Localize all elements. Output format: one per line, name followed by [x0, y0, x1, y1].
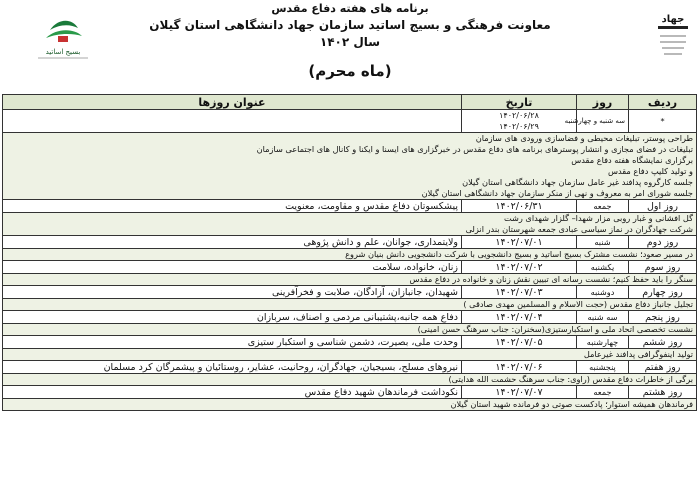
program-table — [2, 94, 697, 411]
cell-radif: * — [629, 110, 697, 133]
cell-ruz: دوشنبه — [577, 286, 629, 299]
cell-tarikh: ۱۴۰۲/۰۷/۰۲ — [462, 261, 577, 274]
cell-tarikh: ۱۴۰۲/۰۷/۰۴ — [462, 311, 577, 324]
desc-line: گل افشانی و غبار روبی مزار شهدا– گلزار شهدای رشت — [503, 213, 693, 223]
desc-cell — [3, 274, 697, 286]
desc-cell — [3, 399, 697, 411]
cell-ruz: سه شنبه — [577, 311, 629, 324]
cell-radif: روز چهارم — [629, 286, 697, 299]
jahad-logo — [652, 6, 694, 66]
desc-cell — [3, 349, 697, 361]
header-ruz: روز — [577, 95, 629, 110]
cell-onvan: نیروهای مسلح، بسیجیان، جهادگران، روحانیت، عشایر، روستائیان و پیشمرگان کرد مسلمان — [3, 361, 462, 374]
cell-onvan: ولایتمداری، جوانان، علم و دانش پژوهی — [3, 236, 462, 249]
desc-cell — [3, 374, 697, 386]
cell-onvan: زنان، خانواده، سلامت — [3, 261, 462, 274]
desc-line: طراحی پوستر، تبلیغات محیطی و فضاسازی ورودی های سازمان — [475, 133, 693, 143]
cell-onvan — [3, 110, 462, 133]
cell-onvan: پیشکسوتان دفاع مقدس و مقاومت، معنویت — [3, 200, 462, 213]
basij-logo — [28, 16, 98, 64]
desc-line: جلسه کارگروه پدافند غیر عامل سازمان جهاد دانشگاهی استان گیلان — [462, 177, 693, 187]
cell-onvan: دفاع همه جانبه،پشتیبانی مردمی و اصناف، سربازان — [3, 311, 462, 324]
desc-cell — [3, 133, 697, 200]
table-header-row — [3, 95, 697, 110]
desc-line: جلسه شورای امر به معروف و نهی از منکر سازمان جهاد دانشگاهی استان گیلان — [421, 188, 693, 198]
table-row-day — [3, 286, 697, 299]
header-line-year: سال ۱۴۰۲ — [319, 35, 381, 49]
header-line-month: (ماه محرم) — [308, 62, 392, 80]
cell-tarikh: ۱۴۰۲/۰۷/۰۶ — [462, 361, 577, 374]
table-row-day — [3, 200, 697, 213]
cell-radif: روز پنجم — [629, 311, 697, 324]
cell-ruz: جمعه — [577, 200, 629, 213]
cell-onvan: شهیدان، جانبازان، آزادگان، صلابت و فخرآفرینی — [3, 286, 462, 299]
table-row-day — [3, 336, 697, 349]
desc-line: نشست تخصصی اتحاد ملی و استکبارستیزی(سخنران: جناب سرهنگ حسن امینی) — [417, 324, 693, 334]
table-desc-row — [3, 299, 697, 311]
desc-line: تولید اینفوگرافی پدافند غیرعامل — [583, 349, 693, 359]
cell-radif: روز سوم — [629, 261, 697, 274]
cell-radif: روز هشتم — [629, 386, 697, 399]
cell-tarikh-end: ۱۴۰۲/۰۶/۲۹ — [499, 122, 539, 131]
table-row-intro — [3, 110, 697, 133]
cell-ruz: چهارشنبه — [577, 336, 629, 349]
cell-tarikh: ۱۴۰۲/۰۶/۳۱ — [462, 200, 577, 213]
table-desc-intro — [3, 133, 697, 200]
cell-tarikh: ۱۴۰۲/۰۷/۰۱ — [462, 236, 577, 249]
table-desc-row — [3, 213, 697, 236]
cell-radif: روز دوم — [629, 236, 697, 249]
desc-line: فرماندهان همیشه استوار؛ پادکست صوتی دو فرمانده شهید استان گیلان — [450, 399, 693, 409]
cell-radif: روز اول — [629, 200, 697, 213]
desc-line: برگی از خاطرات دفاع مقدس (راوی: جناب سرهنگ حشمت الله هدایتی) — [448, 374, 693, 384]
table-row-day — [3, 361, 697, 374]
desc-cell — [3, 249, 697, 261]
desc-line: شرکت جهادگران در نماز سیاسی عبادی جمعه شهرستان بندر انزلی — [465, 224, 693, 234]
desc-line: تجلیل جانباز دفاع مقدس (حجت الاسلام و المسلمین مهدی صادقی ) — [463, 299, 693, 309]
cell-onvan: وحدت ملی، بصیرت، دشمن شناسی و استکبار ستیزی — [3, 336, 462, 349]
cell-ruz: یکشنبه — [577, 261, 629, 274]
cell-ruz: سه شنبه و چهارشنبه — [577, 110, 629, 133]
header-tarikh: تاریخ — [462, 95, 577, 110]
table-desc-row — [3, 274, 697, 286]
cell-ruz: پنجشنبه — [577, 361, 629, 374]
table-desc-row — [3, 249, 697, 261]
cell-radif: روز هفتم — [629, 361, 697, 374]
cell-tarikh — [462, 110, 577, 133]
desc-cell — [3, 213, 697, 236]
table-desc-row — [3, 399, 697, 411]
basij-logo-caption: بسیج اساتید — [45, 48, 81, 56]
cell-radif: روز ششم — [629, 336, 697, 349]
desc-cell — [3, 324, 697, 336]
cell-tarikh: ۱۴۰۲/۰۷/۰۵ — [462, 336, 577, 349]
table-row-day — [3, 236, 697, 249]
table-desc-row — [3, 349, 697, 361]
header-onvan: عنوان روزها — [3, 95, 462, 110]
table-desc-row — [3, 374, 697, 386]
header-radif: ردیف — [629, 95, 697, 110]
table-row-day — [3, 261, 697, 274]
desc-line: سنگر را باید حفظ کنیم؛ نشست رسانه ای تبیین نقش زنان و خانواده در دفاع مقدس — [409, 274, 693, 284]
table-row-day — [3, 386, 697, 399]
cell-tarikh: ۱۴۰۲/۰۷/۰۳ — [462, 286, 577, 299]
cell-ruz: شنبه — [577, 236, 629, 249]
header-line-program: برنامه های هفته دفاع مقدس — [271, 2, 429, 15]
table-desc-row — [3, 324, 697, 336]
jahad-logo-caption: جهاد — [661, 14, 685, 25]
desc-line: و تولید کلیپ دفاع مقدس — [607, 166, 693, 176]
table-row-day — [3, 311, 697, 324]
desc-line: تبلیغات در فضای مجازی و انتشار پوسترهای برنامه های دفاع مقدس در خبرگزاری های ایسنا و ایکنا و کانال های اجتماعی سازمان — [256, 144, 693, 154]
cell-tarikh: ۱۴۰۲/۰۷/۰۷ — [462, 386, 577, 399]
cell-onvan: نکوداشت فرماندهان شهید دفاع مقدس — [3, 386, 462, 399]
header-line-organization: معاونت فرهنگی و بسیج اساتید سازمان جهاد دانشگاهی استان گیلان — [149, 18, 551, 32]
page-header — [0, 0, 700, 92]
desc-line: در مسیر صعود؛ نشست مشترک بسیج اساتید و بسیج دانشجویی با شرکت دانشجویی دانش بنیان شروع — [345, 249, 693, 259]
cell-tarikh-start: ۱۴۰۲/۰۶/۲۸ — [499, 111, 539, 120]
cell-ruz: جمعه — [577, 386, 629, 399]
desc-cell — [3, 299, 697, 311]
desc-line: برگزاری نمایشگاه هفته دفاع مقدس — [571, 155, 693, 165]
